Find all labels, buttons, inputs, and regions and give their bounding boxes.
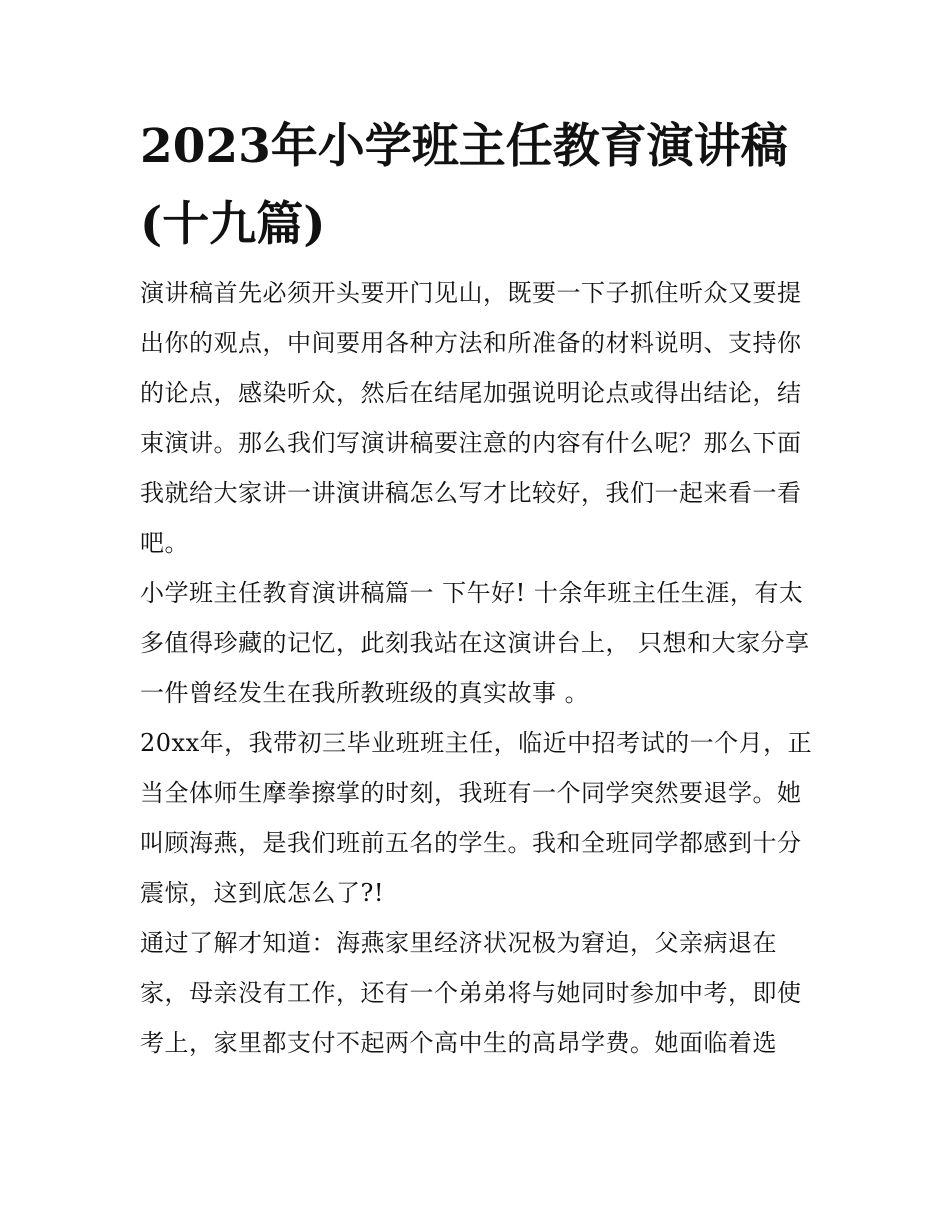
paragraph-speech-one: 小学班主任教育演讲稿篇一 下午好! 十余年班主任生涯，有太多值得珍藏的记忆，此刻我站在这演讲台上， 只想和大家分享一件曾经发生在我所教班级的真实故事 。 — [140, 579, 810, 707]
document-page — [140, 108, 820, 1068]
document-title: 2023年小学班主任教育演讲稿(十九篇) — [140, 119, 788, 252]
paragraph-story-start: 20xx年，我带初三毕业班班主任，临近中招考试的一个月，正当全体师生摩拳擦掌的时刻，我班有一个同学突然要退学。她叫顾海燕，是我们班前五名的学生。我和全班同学都感到十分震惊，这到底怎么了?! — [140, 729, 813, 907]
paragraph-story-background: 通过了解才知道：海燕家里经济状况极为窘迫，父亲病退在家，母亲没有工作，还有一个弟弟将与她同时参加中考，即使考上，家里都支付不起两个高中生的高昂学费。她面临着选 — [140, 929, 802, 1057]
paragraph-intro: 演讲稿首先必须开头要开门见山，既要一下子抓住听众又要提出你的观点，中间要用各种方法和所准备的材料说明、支持你的论点，感染听众，然后在结尾加强说明论点或得出结论，结束演讲。那么我们写演讲稿要注意的内容有什么呢？那么下面我就给大家讲一讲演讲稿怎么写才比较好，我们一起来看一看吧。 — [140, 279, 802, 557]
